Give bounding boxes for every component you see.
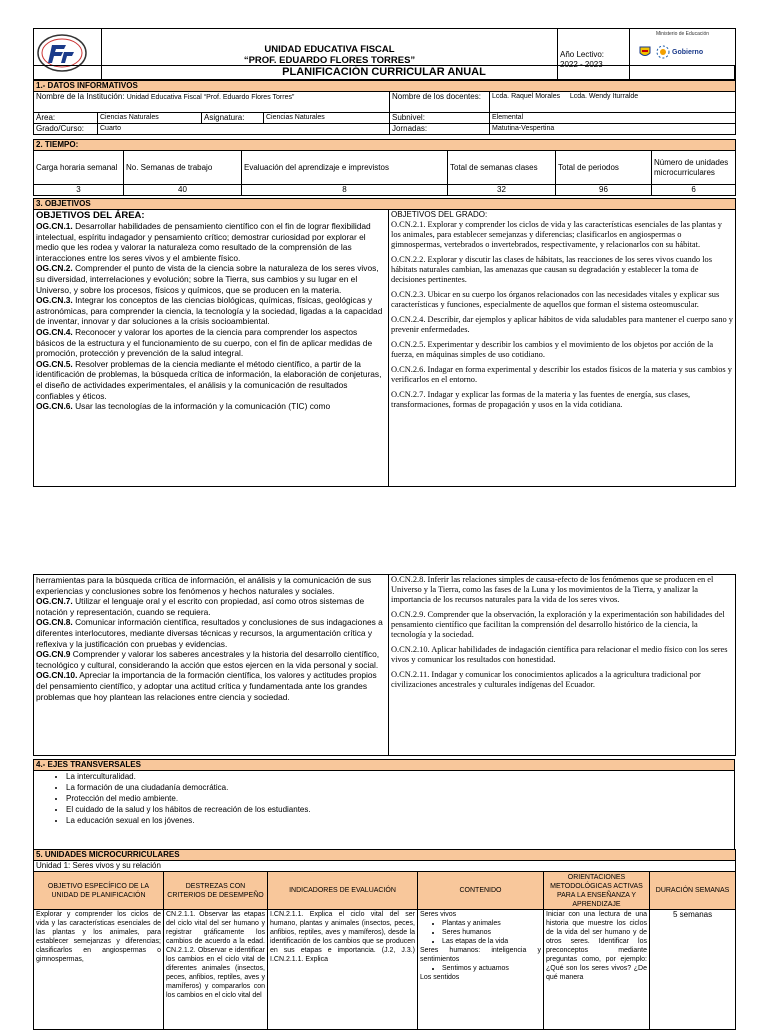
- docente-2: Lcda. Wendy Iturralde: [569, 93, 639, 100]
- docente-1: Lcda. Raquel Morales: [492, 93, 561, 100]
- lective-year-value: 2022 - 2023: [560, 60, 603, 69]
- page-2: [0, 570, 768, 1024]
- tiempo-value-total-semanas: 32: [448, 185, 556, 196]
- ecuador-shield-icon: [638, 45, 652, 59]
- grado-label: Grado/Curso:: [34, 124, 98, 135]
- section-objetivos: 3. OBJETIVOS: [34, 199, 736, 210]
- gobierno-label: Gobierno: [672, 48, 704, 56]
- objetivo-area-text: Comunicar información científica, resultados y conclusiones de sus indagaciones a diferentes interlocutores, mediante diversas técnicas y recursos, la argumentación crítica y reflexiva y la justificación con pruebas y evidencias.: [36, 617, 383, 649]
- institucion-value: Unidad Educativa Fiscal “Prof. Eduardo Flores Torres”: [126, 94, 295, 101]
- unit-orientaciones: Iniciar con una lectura de una historia que muestre los ciclos de la vida del ser humano y de otros seres. Identificar los preconceptos mediante preguntas como, por ejemplo: ¿Qué son los seres vivos? ¿De qué manera: [544, 910, 650, 1030]
- doc-title: PLANIFICACIÓN CURRICULAR ANUAL: [34, 66, 735, 80]
- section-datos: 1.- DATOS INFORMATIVOS: [34, 81, 736, 92]
- tiempo-value-evaluacion: 8: [242, 185, 448, 196]
- objetivo-grado-item: O.CN.2.4. Describir, dar ejemplos y aplicar hábitos de vida saludables para mantener el cuerpo sano y prevenir enfermedades.: [391, 315, 733, 334]
- institucion-cell: [34, 92, 390, 113]
- section-unidades: 5. UNIDADES MICROCURRICULARES: [34, 850, 736, 861]
- ejes-list: [36, 771, 732, 826]
- area-label: Área:: [34, 113, 98, 124]
- gobierno-sun-icon: [656, 45, 670, 59]
- ejes-cell: [34, 771, 735, 856]
- grado-value: Cuarto: [98, 124, 390, 135]
- tiempo-value-carga: 3: [34, 185, 124, 196]
- objetivo-area-code: OG.CN.5.: [36, 358, 73, 369]
- subnivel-label: Subnivel:: [390, 113, 490, 124]
- tiempo-value-periodos: 96: [556, 185, 652, 196]
- title-table: [33, 65, 735, 80]
- objetivo-area-text: Comprender el punto de vista de la ciencia sobre la naturaleza de los seres vivos, su diversidad, interrelaciones y evolución; sobre la Tierra, sus cambios y su lugar en el Universo, y sobre los procesos, físicos y químicos, que se producen en la materia.: [36, 263, 379, 295]
- objetivo-grado-item: O.CN.2.3. Ubicar en su cuerpo los órganos relacionados con las necesidades vitales y explicar sus características y funciones, especialmente de aquellos que forman el sistema osteomuscular.: [391, 290, 720, 309]
- contenido-list-2: [420, 964, 541, 973]
- objetivo-area-code: OG.CN.2.: [36, 263, 73, 274]
- unit-header-destrezas: DESTREZAS CON CRITERIOS DE DESEMPEÑO: [164, 872, 268, 910]
- objetivos-table: [33, 198, 736, 487]
- tiempo-header-periodos: Total de periodos: [556, 151, 652, 185]
- tiempo-value-semanas: 40: [124, 185, 242, 196]
- contenido-item: • Sentimos y actuamos: [442, 964, 541, 973]
- unit-destrezas: CN.2.1.1. Observar las etapas del ciclo vital del ser humano y registrar gráficamente los cambios de acuerdo a la edad. CN.2.1.2. Observar e identificar los cambios en el ciclo vital de diferentes animales (insectos, peces, anfibios, reptiles, aves y mamíferos) y compararlos con los cambios en el ciclo vital del: [164, 910, 268, 1030]
- contenido-list: [420, 919, 541, 946]
- unit-header-contenido: CONTENIDO: [418, 872, 544, 910]
- subnivel-value: Elemental: [490, 113, 736, 124]
- datos-table: [33, 80, 736, 135]
- unit-title: Unidad 1: Seres vivos y su relación: [34, 861, 736, 872]
- objetivo-grado-item: O.CN.2.6. Indagar en forma experimental y describir los estados físicos de la materia y sus cambios y verificarlos en el entorno.: [391, 365, 732, 384]
- objetivo-area-code: OG.CN.8.: [36, 617, 73, 628]
- objetivo-area-text: Desarrollar habilidades de pensamiento científico con el fin de lograr flexibilidad intelectual, espíritu indagador y pensamiento crítico; demostrar curiosidad por explorar el medio que les rodea y valorar la naturaleza como resultado de la comprensión de las interacciones entre los seres vivos y el ambiente físico.: [36, 221, 371, 263]
- eje-item: • El cuidado de la salud y los hábitos de recreación de los estudiantes.: [66, 804, 732, 815]
- unit-duracion: 5 semanas: [650, 910, 736, 1030]
- section-tiempo: 2. TIEMPO:: [34, 140, 736, 151]
- docentes-cell: [490, 92, 736, 113]
- objetivo-area-text: Reconocer y valorar los aportes de la ciencia para comprender los aspectos básicos de la estructura y el funcionamiento de su cuerpo, con el fin de aplicar medidas de promoción, protección y prevención de la salud integral.: [36, 326, 373, 359]
- docentes-label: Nombre de los docentes:: [390, 92, 490, 113]
- eje-item: • La interculturalidad.: [66, 771, 732, 782]
- tiempo-header-evaluacion: Evaluación del aprendizaje e imprevistos: [242, 151, 448, 185]
- contenido-title: Seres vivos: [420, 911, 457, 918]
- objetivo-area-item: [36, 596, 386, 617]
- objetivo-area-continued: herramientas para la búsqueda crítica de información, el análisis y la comunicación de sus experiencias y conclusiones sobre los fenómenos y hechos naturales y sociales.: [36, 575, 372, 596]
- objetivo-area-code: OG.CN.7.: [36, 596, 73, 607]
- objetivo-area-text: Usar las tecnologías de la información y la comunicación (TIC) como: [72, 401, 331, 412]
- objetivo-grado-item: O.CN.2.8. Inferir las relaciones simples de causa-efecto de los fenómenos que se producen en el Universo y la Tierra, como las fases de la Luna y los movimientos de la Tierra, y analizar la importancia de los recursos naturales para la vida de los seres vivos.: [391, 575, 714, 604]
- objetivos-grado-title: OBJETIVOS DEL GRADO:: [391, 210, 488, 219]
- objetivo-area-code: OG.CN.1.: [36, 221, 73, 231]
- objetivo-grado-item: O.CN.2.10. Aplicar habilidades de indagación científica para relacionar el medio físico con los seres vivos y comunicar los resultados con honestidad.: [391, 645, 728, 664]
- unit-objetivo: Explorar y comprender los ciclos de vida y las características esenciales de las plantas y los animales, para establecer semejanzas y diferencias; clasificarlos en angiospermas o gimnospermas,: [34, 910, 164, 1030]
- objetivo-grado-item: O.CN.2.9. Comprender que la observación, la exploración y la experimentación son habilidades del pensamiento científico que facilitan la comprensión del desarrollo histórico de la ciencia, la tecnología y la sociedad.: [391, 610, 725, 639]
- unit-header-duracion: DURACIÓN SEMANAS: [650, 872, 736, 910]
- asignatura-value: Ciencias Naturales: [264, 113, 390, 124]
- objetivo-area-code: OG.CN.9: [36, 649, 71, 660]
- objetivo-area-item: [36, 670, 386, 702]
- tiempo-header-total-semanas: Total de semanas clases: [448, 151, 556, 185]
- unidades-table: [33, 849, 736, 1030]
- unit-header-indicadores: INDICADORES DE EVALUACIÓN: [268, 872, 418, 910]
- objetivo-area-text: Apreciar la importancia de la formación científica, los valores y actitudes propios del pensamiento científico, y adoptar una actitud crítica y fundamentada ante los grandes problemas que hoy plantean las relaciones entre ciencia y sociedad.: [36, 670, 377, 702]
- objetivo-grado-item: O.CN.2.11. Indagar y comunicar los conocimientos aplicados a la agricultura tradicional por civilizaciones ancestrales y culturales indígenas del Ecuador.: [391, 670, 701, 689]
- school-name-line1: UNIDAD EDUCATIVA FISCAL: [264, 44, 395, 55]
- objetivos-grado-cell-cont: [389, 575, 736, 756]
- objetivo-area-text: Integrar los conceptos de las ciencias biológicas, químicas, físicas, geológicas y astronómicas, para comprender la ciencia, la tecnología y la sociedad, ligadas a la capacidad de inventar, innovar y dar soluciones a la crisis socioambiental.: [36, 295, 383, 327]
- objetivos-area-list-cont: [36, 596, 386, 702]
- gobierno-logo: [632, 45, 733, 59]
- objetivo-grado-item: O.CN.2.2. Explorar y discutir las clases de hábitats, las reacciones de los seres vivos cuando los hábitats naturales cambian, las amenazas que causan su degradación y establecer la toma de decisiones pertinentes.: [391, 255, 712, 284]
- page-1: [0, 0, 768, 500]
- objetivo-area-text: Resolver problemas de la ciencia mediante el método científico, a partir de la identificación de problemas, la búsqueda crítica de información, la elaboración de conjeturas, el diseño de actividades experimentales, el análisis y la comunicación de resultados confiables y éticos.: [36, 358, 382, 401]
- objetivos-table-cont: [33, 574, 736, 756]
- objetivo-area-item: [36, 649, 386, 670]
- objetivo-area-item: [36, 263, 386, 295]
- contenido-sub-2: Los sentidos: [420, 974, 460, 981]
- tiempo-header-semanas: No. Semanas de trabajo: [124, 151, 242, 185]
- unit-indicadores: I.CN.2.1.1. Explica el ciclo vital del ser humano, plantas y animales (insectos, peces, anfibios, reptiles, aves y mamíferos), desde la identificación de los cambios que se producen en sus etapas e importancia. (J.2, J.3.) I.CN.2.1.1. Explica: [268, 910, 418, 1030]
- unit-header-orientaciones: ORIENTACIONES METODOLÓGICAS ACTIVAS PARA LA ENSEÑANZA Y APRENDIZAJE: [544, 872, 650, 910]
- objetivo-area-code: OG.CN.4.: [36, 326, 73, 337]
- objetivo-area-text: Comprender y valorar los saberes ancestrales y la historia del desarrollo científico, tecnológico y cultural, considerando la acción que estos ejercen en la vida personal y social.: [36, 649, 380, 670]
- objetivo-area-code: OG.CN.10.: [36, 670, 78, 681]
- ejes-table: [33, 759, 735, 856]
- objetivo-area-item: [36, 359, 386, 401]
- school-name-line2: “PROF. EDUARDO FLORES TORRES”: [243, 55, 416, 66]
- area-value: Ciencias Naturales: [98, 113, 202, 124]
- objetivos-area-cell-cont: [34, 575, 389, 756]
- objetivo-area-text: Utilizar el lenguaje oral y el escrito con propiedad, así como otros sistemas de notación y representación, cuando se requiera.: [36, 596, 365, 617]
- eje-item: • Protección del medio ambiente.: [66, 793, 732, 804]
- objetivo-area-code: OG.CN.6.: [36, 401, 73, 412]
- contenido-item: • Las etapas de la vida: [442, 937, 541, 946]
- objetivo-area-item: [36, 327, 386, 359]
- jornadas-label: Jornadas:: [390, 124, 490, 135]
- ministry-label: Ministerio de Educación: [655, 31, 710, 37]
- eje-item: • La formación de una ciudadanía democrática.: [66, 782, 732, 793]
- unit-header-objetivo: OBJETIVO ESPECÍFICO DE LA UNIDAD DE PLANIFICACIÓN: [34, 872, 164, 910]
- tiempo-value-unidades: 6: [652, 185, 736, 196]
- objetivo-grado-item: O.CN.2.5. Experimentar y describir los cambios y el movimiento de los objetos por acción de la fuerza, en máquinas simples de uso cotidiano.: [391, 340, 714, 359]
- objetivo-area-item: [36, 295, 386, 327]
- section-ejes: 4.- EJES TRANSVERSALES: [34, 760, 735, 771]
- lective-year-label: Año Lectivo:: [560, 50, 605, 59]
- objetivo-grado-item: O.CN.2.1. Explorar y comprender los ciclos de vida y las características esenciales de las plantas y los animales, para establecer semejanzas y diferencias; clasificarlos en angiospermas o gimnospermas, vertebrados o invertebrados, respectivamente, y relacionarlos con su hábitat.: [391, 220, 722, 249]
- objetivos-area-title: OBJETIVOS DEL ÁREA:: [36, 210, 145, 221]
- contenido-item: • Plantas y animales: [442, 919, 541, 928]
- objetivos-area-cell: [34, 210, 389, 487]
- objetivos-grado-list-cont: [391, 575, 733, 690]
- objetivo-area-item: [36, 617, 386, 649]
- objetivo-area-code: OG.CN.3.: [36, 295, 73, 306]
- tiempo-header-unidades: Número de unidades microcurriculares: [652, 151, 736, 185]
- objetivo-area-item: [36, 221, 386, 263]
- objetivos-grado-list: [391, 220, 733, 410]
- contenido-item: • Seres humanos: [442, 928, 541, 937]
- objetivos-area-list: [36, 221, 386, 412]
- tiempo-table: [33, 139, 736, 196]
- objetivos-grado-cell: [389, 210, 736, 487]
- unit-contenido: [418, 910, 544, 1030]
- asignatura-label: Asignatura:: [202, 113, 264, 124]
- objetivo-area-item: [36, 401, 386, 412]
- contenido-sub: Seres humanos: inteligencia y sentimientos: [420, 947, 541, 963]
- eje-item: • La educación sexual en los jóvenes.: [66, 815, 732, 826]
- jornadas-value: Matutina-Vespertina: [490, 124, 736, 135]
- objetivo-grado-item: O.CN.2.7. Indagar y explicar las formas de la materia y las fuentes de energía, sus clases, transformaciones, formas de propagación y usos en la vida cotidiana.: [391, 390, 691, 409]
- institucion-label: Nombre de la Institución:: [36, 92, 125, 101]
- tiempo-header-carga: Carga horaria semanal: [34, 151, 124, 185]
